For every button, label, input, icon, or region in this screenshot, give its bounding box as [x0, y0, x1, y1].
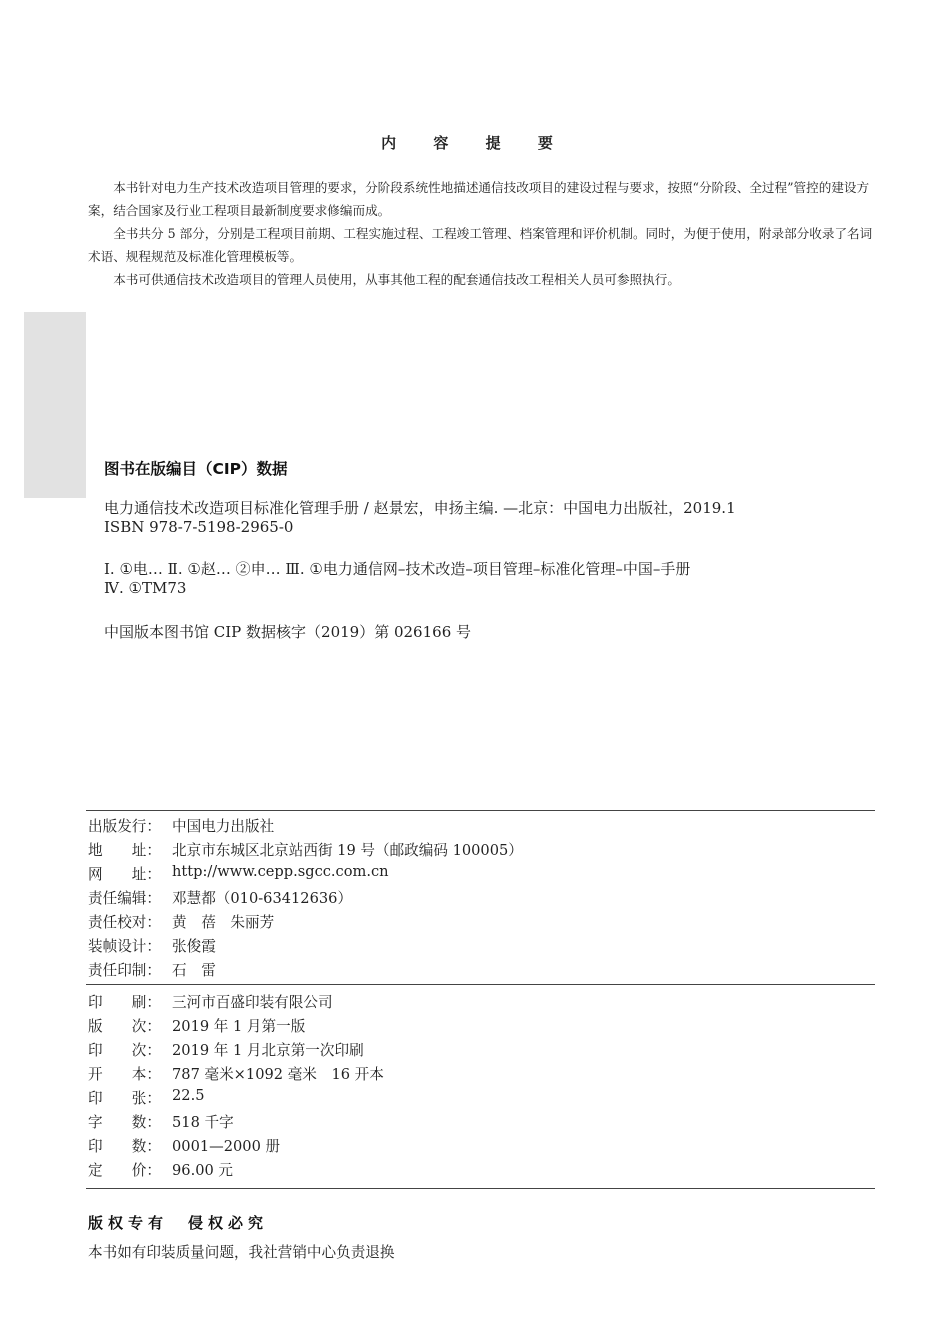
print-run-value: 0001—2000 册	[172, 1138, 281, 1155]
sheets-row	[88, 1087, 205, 1108]
website-row	[88, 863, 389, 884]
cip-isbn: ISBN 978-7-5198-2965-0	[104, 518, 294, 536]
edition-row	[88, 1015, 305, 1036]
address-value: 北京市东城区北京站西街 19 号（邮政编码 100005）	[172, 842, 523, 859]
editor-label: 责任编辑：	[88, 890, 161, 907]
word-count-row	[88, 1111, 234, 1132]
cip-classification-1: Ⅰ. ①电… Ⅱ. ①赵… ②申… Ⅲ. ①电力通信网–技术改造–项目管理–标准化管理–中国–手册	[104, 560, 691, 578]
print-supervisor-row	[88, 959, 216, 980]
cip-record-number: 中国版本图书馆 CIP 数据核字（2019）第 026166 号	[104, 623, 472, 641]
summary-paragraph-3: 本书可供通信技术改造项目的管理人员使用，从事其他工程的配套通信技改工程相关人员可参照执行。	[113, 272, 680, 287]
summary-title: 内 容 提 要	[381, 134, 569, 152]
print-supervisor-label: 责任印制：	[88, 962, 161, 979]
cip-title-line: 电力通信技术改造项目标准化管理手册 / 赵景宏，申扬主编. —北京：中国电力出版社，2019.1	[104, 499, 736, 517]
edition-value: 2019 年 1 月第一版	[172, 1018, 306, 1035]
print-run-label: 印 数：	[88, 1138, 161, 1155]
impression-label: 印 次：	[88, 1042, 161, 1059]
show-through-shadow	[24, 312, 86, 498]
price-row	[88, 1159, 233, 1180]
summary-paragraph-1: 本书针对电力生产技术改造项目管理的要求，分阶段系统性地描述通信技改项目的建设过程与要求，按照“分阶段、全过程”管控的建设方案，结合国家及行业工程项目最新制度要求修编而成。	[88, 180, 870, 218]
format-value: 787 毫米×1092 毫米 16 开本	[172, 1066, 384, 1083]
publisher-row	[88, 815, 274, 836]
price-value: 96.00 元	[172, 1162, 234, 1179]
rule-middle	[86, 984, 875, 985]
proofreader-label: 责任校对：	[88, 914, 161, 931]
summary-paragraph-2: 全书共分 5 部分，分别是工程项目前期、工程实施过程、工程竣工管理、档案管理和评价机制。同时，为便于使用，附录部分收录了名词术语、规程规范及标准化管理模板等。	[88, 226, 873, 264]
editor-row	[88, 887, 352, 908]
cip-classification-2: Ⅳ. ①TM73	[104, 579, 187, 597]
copyright-note: 本书如有印装质量问题，我社营销中心负责退换	[88, 1244, 395, 1261]
editor-value: 邓慧都（010-63412636）	[172, 890, 353, 907]
rule-top	[86, 810, 875, 811]
proofreader-value: 黄 蓓 朱丽芳	[172, 914, 275, 931]
print-supervisor-value: 石 雷	[172, 962, 216, 979]
printer-label: 印 刷：	[88, 994, 161, 1011]
designer-label: 装帧设计：	[88, 938, 161, 955]
publisher-label: 出版发行：	[88, 818, 161, 835]
website-label: 网 址：	[88, 866, 161, 883]
website-value: http://www.cepp.sgcc.com.cn	[172, 863, 389, 880]
sheets-label: 印 张：	[88, 1090, 161, 1107]
sheets-value: 22.5	[172, 1087, 205, 1104]
printer-row	[88, 991, 333, 1012]
copyright-title: 版权专有 侵权必究	[88, 1214, 269, 1232]
cip-heading: 图书在版编目（CIP）数据	[104, 460, 288, 478]
format-label: 开 本：	[88, 1066, 161, 1083]
rule-bottom	[86, 1188, 875, 1189]
address-label: 地 址：	[88, 842, 161, 859]
designer-value: 张俊霞	[172, 938, 216, 955]
word-count-value: 518 千字	[172, 1114, 234, 1131]
address-row	[88, 839, 523, 860]
publisher-value: 中国电力出版社	[172, 818, 275, 835]
impression-row	[88, 1039, 364, 1060]
price-label: 定 价：	[88, 1162, 161, 1179]
designer-row	[88, 935, 216, 956]
printer-value: 三河市百盛印装有限公司	[172, 994, 333, 1011]
print-run-row	[88, 1135, 280, 1156]
impression-value: 2019 年 1 月北京第一次印刷	[172, 1042, 364, 1059]
format-row	[88, 1063, 384, 1084]
edition-label: 版 次：	[88, 1018, 161, 1035]
proofreader-row	[88, 911, 274, 932]
word-count-label: 字 数：	[88, 1114, 161, 1131]
